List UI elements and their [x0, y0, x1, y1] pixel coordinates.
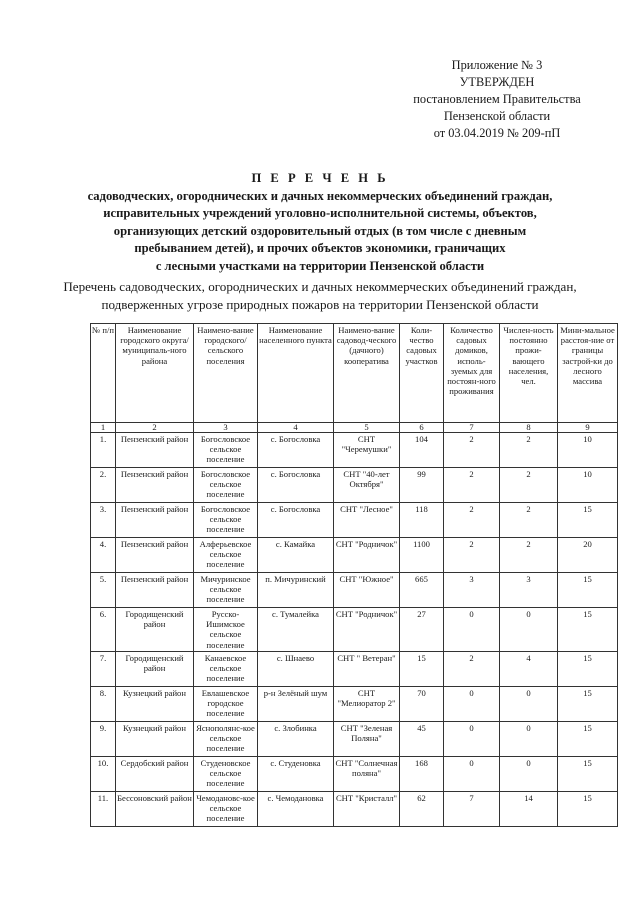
district-cell: Пензенский район — [116, 433, 194, 468]
settlement-cell: Богословское сельское поселение — [194, 468, 258, 503]
table-row — [91, 791, 618, 826]
column-header: Количество садовых домиков, исполь-зуемых для постоян-ного проживания — [444, 324, 500, 423]
table-row — [91, 433, 618, 468]
locality-cell: с. Чемодановка — [258, 791, 334, 826]
table-row — [91, 573, 618, 608]
population-cell: 0 — [500, 608, 558, 652]
cooperative-cell: СНТ "Родничок" — [334, 608, 400, 652]
houses-count-cell: 0 — [444, 686, 500, 721]
plots-count-cell: 70 — [400, 686, 444, 721]
cooperative-cell: СНТ "40-лет Октября" — [334, 468, 400, 503]
cooperative-cell: СНТ "Лесное" — [334, 503, 400, 538]
table-header-row — [91, 324, 618, 423]
approval-line: от 03.04.2019 № 209-пП — [433, 126, 561, 140]
houses-count-cell: 2 — [444, 433, 500, 468]
houses-count-cell: 0 — [444, 608, 500, 652]
settlement-cell: Богословское сельское поселение — [194, 433, 258, 468]
column-number: 8 — [500, 423, 558, 433]
population-cell: 0 — [500, 756, 558, 791]
approval-line: постановлением Правительства — [413, 92, 581, 106]
plots-count-cell: 27 — [400, 608, 444, 652]
settlement-cell: Русско-Ишимское сельское поселение — [194, 608, 258, 652]
locality-cell: с. Богословка — [258, 433, 334, 468]
row-number: 5. — [91, 573, 116, 608]
cooperative-cell: СНТ "Родничок" — [334, 538, 400, 573]
population-cell: 2 — [500, 538, 558, 573]
houses-count-cell: 0 — [444, 721, 500, 756]
plots-count-cell: 168 — [400, 756, 444, 791]
row-number: 8. — [91, 686, 116, 721]
row-number: 10. — [91, 756, 116, 791]
plots-count-cell: 45 — [400, 721, 444, 756]
distance-cell: 15 — [558, 651, 618, 686]
title-line: пребыванием детей), и прочих объектов экономики, граничащих — [134, 241, 506, 256]
settlement-cell: Чемодановс-кое сельское поселение — [194, 791, 258, 826]
distance-cell: 15 — [558, 721, 618, 756]
table-row — [91, 721, 618, 756]
distance-cell: 15 — [558, 573, 618, 608]
row-number: 6. — [91, 608, 116, 652]
title-heading: П Е Р Е Ч Е Н Ь — [251, 171, 389, 185]
houses-count-cell: 2 — [444, 651, 500, 686]
title-line: исправительных учреждений уголовно-исполнительной системы, объектов, — [103, 206, 537, 221]
column-number: 3 — [194, 423, 258, 433]
district-cell: Пензенский район — [116, 538, 194, 573]
column-header: Числен-ность постоянно прожи-вающего населения, чел. — [500, 324, 558, 423]
district-cell: Кузнецкий район — [116, 686, 194, 721]
locality-cell: с. Богословка — [258, 503, 334, 538]
population-cell: 2 — [500, 433, 558, 468]
distance-cell: 10 — [558, 433, 618, 468]
cooperative-cell: СНТ "Зеленая Поляна" — [334, 721, 400, 756]
locality-cell: с. Тумалейка — [258, 608, 334, 652]
locality-cell: п. Мичуринский — [258, 573, 334, 608]
distance-cell: 15 — [558, 791, 618, 826]
settlement-cell: Канаевское сельское поселение — [194, 651, 258, 686]
column-header: Наименование городского округа/ муниципаль-ного района — [116, 324, 194, 423]
table-row — [91, 756, 618, 791]
population-cell: 14 — [500, 791, 558, 826]
district-cell: Сердобский район — [116, 756, 194, 791]
column-header: Коли-чество садовых участков — [400, 324, 444, 423]
population-cell: 0 — [500, 721, 558, 756]
plots-count-cell: 99 — [400, 468, 444, 503]
district-cell: Пензенский район — [116, 468, 194, 503]
column-number: 5 — [334, 423, 400, 433]
column-header: Наимено-вание садовод-ческого (дачного) кооператива — [334, 324, 400, 423]
plots-count-cell: 15 — [400, 651, 444, 686]
cooperative-cell: СНТ "Мелиоратор 2" — [334, 686, 400, 721]
column-header: Наимено-вание городского/ сельского поселения — [194, 324, 258, 423]
houses-count-cell: 0 — [444, 756, 500, 791]
document-title — [60, 170, 580, 276]
plots-count-cell: 62 — [400, 791, 444, 826]
distance-cell: 15 — [558, 608, 618, 652]
column-header: Наименование населенного пункта — [258, 324, 334, 423]
locality-cell: с. Богословка — [258, 468, 334, 503]
table-row — [91, 686, 618, 721]
column-number: 2 — [116, 423, 194, 433]
table-row — [91, 651, 618, 686]
title-line: организующих детский оздоровительный отдых (в том числе с дневным — [113, 223, 527, 238]
cooperative-cell: СНТ "Кристалл" — [334, 791, 400, 826]
column-number: 1 — [91, 423, 116, 433]
column-number: 7 — [444, 423, 500, 433]
subtitle-line: подверженных угрозе природных пожаров на территории Пензенской области — [101, 297, 539, 312]
settlement-cell: Яснополянс-кое сельское поселение — [194, 721, 258, 756]
settlement-cell: Евлашевское городское поселение — [194, 686, 258, 721]
houses-count-cell: 2 — [444, 503, 500, 538]
population-cell: 2 — [500, 503, 558, 538]
plots-count-cell: 104 — [400, 433, 444, 468]
plots-count-cell: 118 — [400, 503, 444, 538]
cooperative-cell: СНТ " Ветеран" — [334, 651, 400, 686]
locality-cell: с. Шнаево — [258, 651, 334, 686]
distance-cell: 15 — [558, 756, 618, 791]
district-cell: Кузнецкий район — [116, 721, 194, 756]
district-cell: Городищенский район — [116, 651, 194, 686]
row-number: 7. — [91, 651, 116, 686]
settlement-cell: Мичуринское сельское поселение — [194, 573, 258, 608]
houses-count-cell: 3 — [444, 573, 500, 608]
locality-cell: с. Злобинка — [258, 721, 334, 756]
population-cell: 3 — [500, 573, 558, 608]
column-number: 6 — [400, 423, 444, 433]
cooperative-cell: СНТ "Черемушки" — [334, 433, 400, 468]
approval-line: Приложение № 3 — [451, 58, 543, 72]
row-number: 11. — [91, 791, 116, 826]
associations-table — [90, 323, 618, 827]
distance-cell: 10 — [558, 468, 618, 503]
houses-count-cell: 2 — [444, 538, 500, 573]
houses-count-cell: 2 — [444, 468, 500, 503]
settlement-cell: Студеновское сельское поселение — [194, 756, 258, 791]
approval-block — [392, 57, 602, 142]
title-line: с лесными участками на территории Пензенской области — [155, 258, 485, 273]
district-cell: Пензенский район — [116, 573, 194, 608]
table-row — [91, 608, 618, 652]
distance-cell: 15 — [558, 686, 618, 721]
population-cell: 4 — [500, 651, 558, 686]
row-number: 4. — [91, 538, 116, 573]
district-cell: Бессоновский район — [116, 791, 194, 826]
table-row — [91, 538, 618, 573]
population-cell: 2 — [500, 468, 558, 503]
row-number: 1. — [91, 433, 116, 468]
list-subtitle — [60, 278, 580, 314]
table-body — [91, 433, 618, 827]
column-header: № п/п — [91, 324, 116, 423]
title-line: садоводческих, огороднических и дачных некоммерческих объединений граждан, — [87, 188, 553, 203]
column-number-row — [91, 423, 618, 433]
district-cell: Пензенский район — [116, 503, 194, 538]
locality-cell: р-н Зелёный шум — [258, 686, 334, 721]
table-row — [91, 503, 618, 538]
column-number: 4 — [258, 423, 334, 433]
locality-cell: с. Студеновка — [258, 756, 334, 791]
locality-cell: с. Камайка — [258, 538, 334, 573]
table-row — [91, 468, 618, 503]
settlement-cell: Алферьевское сельское поселение — [194, 538, 258, 573]
distance-cell: 20 — [558, 538, 618, 573]
column-number: 9 — [558, 423, 618, 433]
cooperative-cell: СНТ "Солнечная поляна" — [334, 756, 400, 791]
row-number: 9. — [91, 721, 116, 756]
column-header: Мини-мальное расстоя-ние от границы застрой-ки до лесного массива — [558, 324, 618, 423]
distance-cell: 15 — [558, 503, 618, 538]
plots-count-cell: 665 — [400, 573, 444, 608]
approval-line: УТВЕРЖДЕН — [459, 75, 535, 89]
row-number: 2. — [91, 468, 116, 503]
houses-count-cell: 7 — [444, 791, 500, 826]
subtitle-line: Перечень садоводческих, огороднических и дачных некоммерческих объединений граждан, — [63, 279, 577, 294]
approval-line: Пензенской области — [443, 109, 551, 123]
cooperative-cell: СНТ "Южное" — [334, 573, 400, 608]
settlement-cell: Богословское сельское поселение — [194, 503, 258, 538]
district-cell: Городищенский район — [116, 608, 194, 652]
population-cell: 0 — [500, 686, 558, 721]
plots-count-cell: 1100 — [400, 538, 444, 573]
row-number: 3. — [91, 503, 116, 538]
